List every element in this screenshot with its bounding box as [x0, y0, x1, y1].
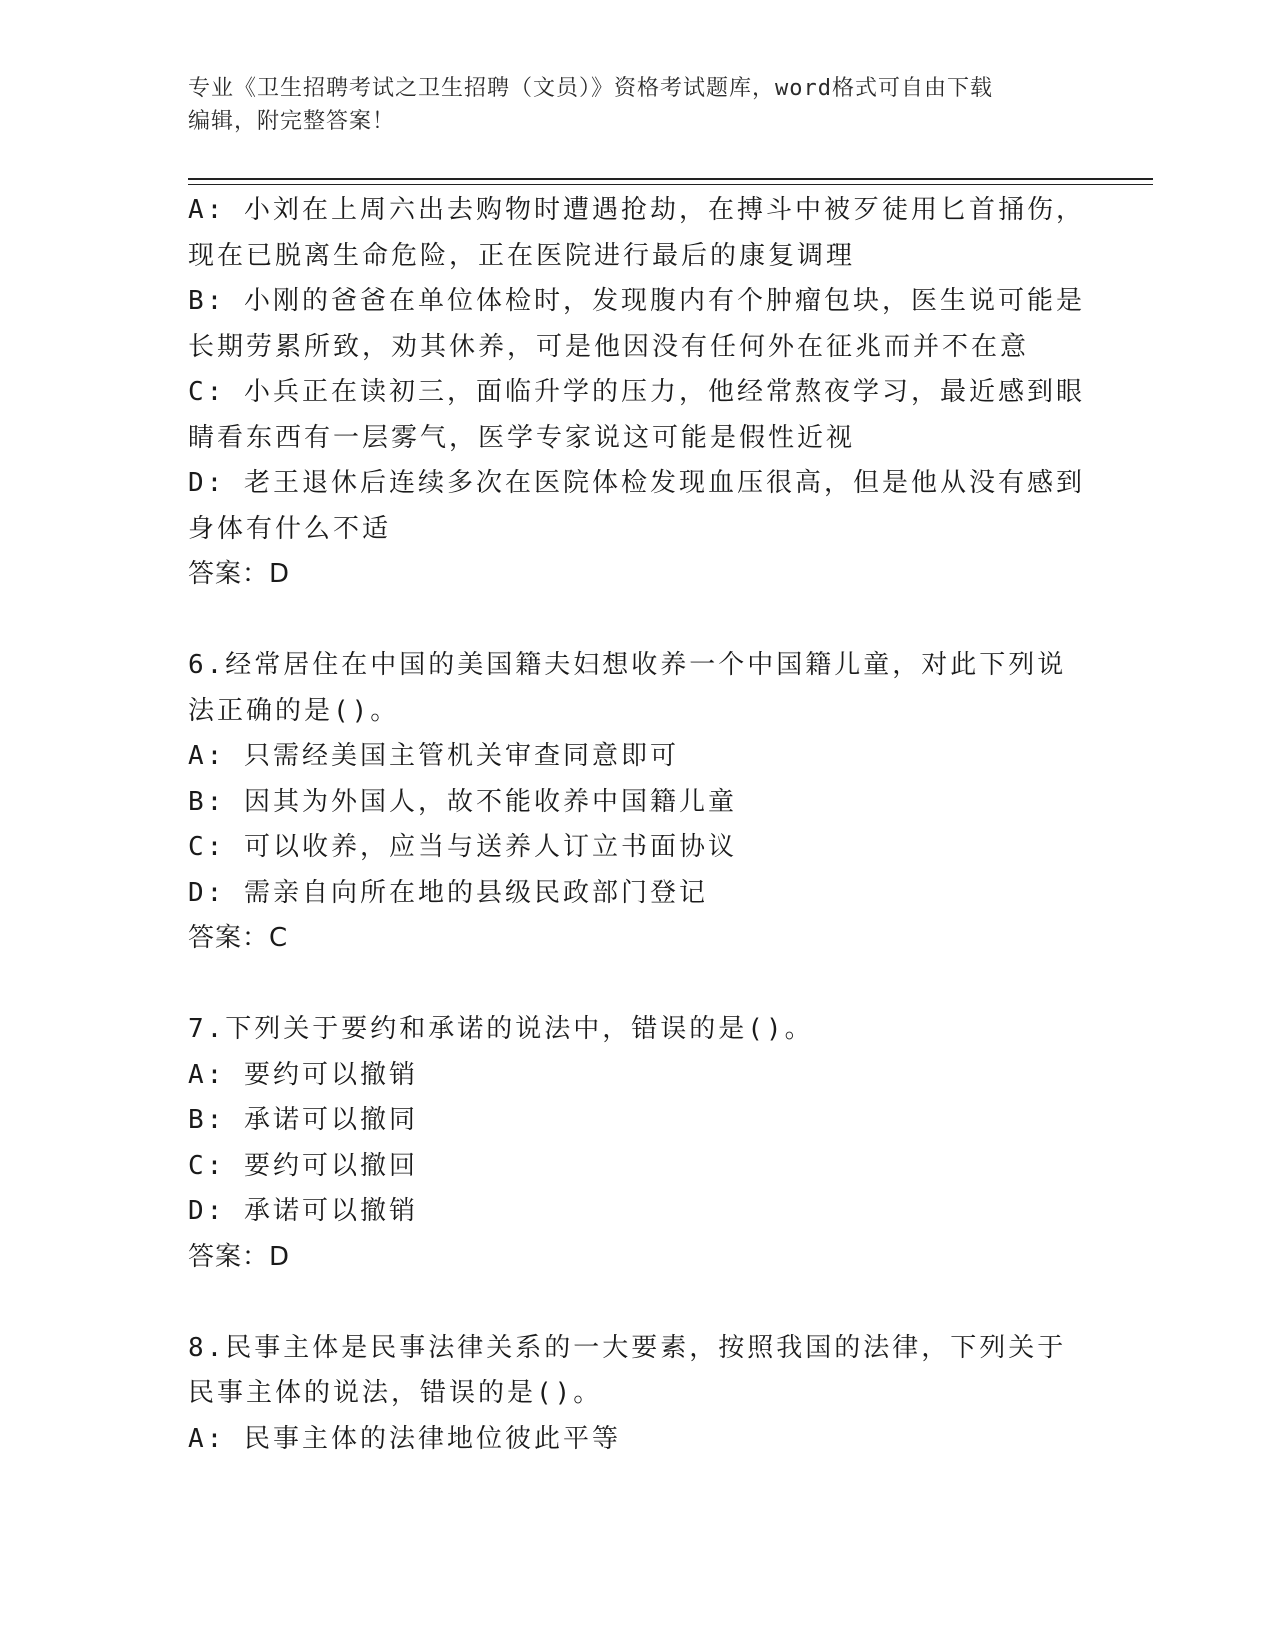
q8-option-a: A: 民事主体的法律地位彼此平等 — [188, 1423, 621, 1454]
header-title-line-1: 专业《卫生招聘考试之卫生招聘（文员）》资格考试题库，word格式可自由下载 — [188, 76, 993, 101]
document-header — [188, 72, 1088, 138]
question-content — [188, 188, 1088, 1462]
q8-stem-line-2: 民事主体的说法，错误的是()。 — [188, 1378, 603, 1408]
q5-answer: 答案：D — [188, 559, 291, 589]
q7-answer: 答案：D — [188, 1241, 291, 1272]
q5-option-a-line-1: A: 小刘在上周六出去购物时遭遇抢劫，在搏斗中被歹徒用匕首捅伤， — [188, 195, 1085, 225]
spacer — [188, 598, 1088, 644]
q6-option-d: D: 需亲自向所在地的县级民政部门登记 — [188, 877, 708, 908]
question-7 — [188, 1007, 1088, 1280]
header-divider-thin — [188, 184, 1153, 185]
q6-stem-line-1: 6.经常居住在中国的美国籍夫妇想收养一个中国籍儿童，对此下列说 — [188, 650, 1067, 680]
q8-stem-line-1: 8.民事主体是民事法律关系的一大要素，按照我国的法律，下列关于 — [188, 1332, 1067, 1363]
spacer — [188, 1280, 1088, 1326]
q6-option-a: A: 只需经美国主管机关审查同意即可 — [188, 741, 679, 771]
q5-option-d-line-2: 身体有什么不适 — [188, 513, 392, 544]
question-8 — [188, 1326, 1088, 1463]
q5-option-c-line-2: 睛看东西有一层雾气，医学专家说这可能是假性近视 — [188, 422, 856, 453]
q7-option-b: B: 承诺可以撤同 — [188, 1105, 418, 1135]
header-divider-thick — [188, 178, 1153, 180]
q5-option-a-line-2: 现在已脱离生命危险，正在医院进行最后的康复调理 — [188, 240, 856, 271]
q5-option-d-line-1: D: 老王退休后连续多次在医院体检发现血压很高，但是他从没有感到 — [188, 468, 1085, 498]
q5-option-c-line-1: C: 小兵正在读初三，面临升学的压力，他经常熬夜学习，最近感到眼 — [188, 377, 1085, 407]
q6-stem-line-2: 法正确的是()。 — [188, 695, 400, 726]
q7-stem-line-1: 7.下列关于要约和承诺的说法中，错误的是()。 — [188, 1014, 814, 1044]
q7-option-a: A: 要约可以撤销 — [188, 1059, 418, 1090]
q5-option-b-line-1: B: 小刚的爸爸在单位体检时，发现腹内有个肿瘤包块，医生说可能是 — [188, 286, 1085, 316]
spacer — [188, 962, 1088, 1008]
question-5 — [188, 188, 1088, 598]
q5-option-b-line-2: 长期劳累所致，劝其休养，可是他因没有任何外在征兆而并不在意 — [188, 331, 1030, 362]
q7-option-c: C: 要约可以撤回 — [188, 1150, 418, 1181]
header-title-line-2: 编辑，附完整答案！ — [188, 109, 396, 134]
q6-answer: 答案：C — [188, 923, 289, 953]
q6-option-b: B: 因其为外国人，故不能收养中国籍儿童 — [188, 786, 737, 817]
q6-option-c: C: 可以收养，应当与送养人订立书面协议 — [188, 832, 737, 862]
question-6 — [188, 643, 1088, 962]
q7-option-d: D: 承诺可以撤销 — [188, 1196, 418, 1226]
